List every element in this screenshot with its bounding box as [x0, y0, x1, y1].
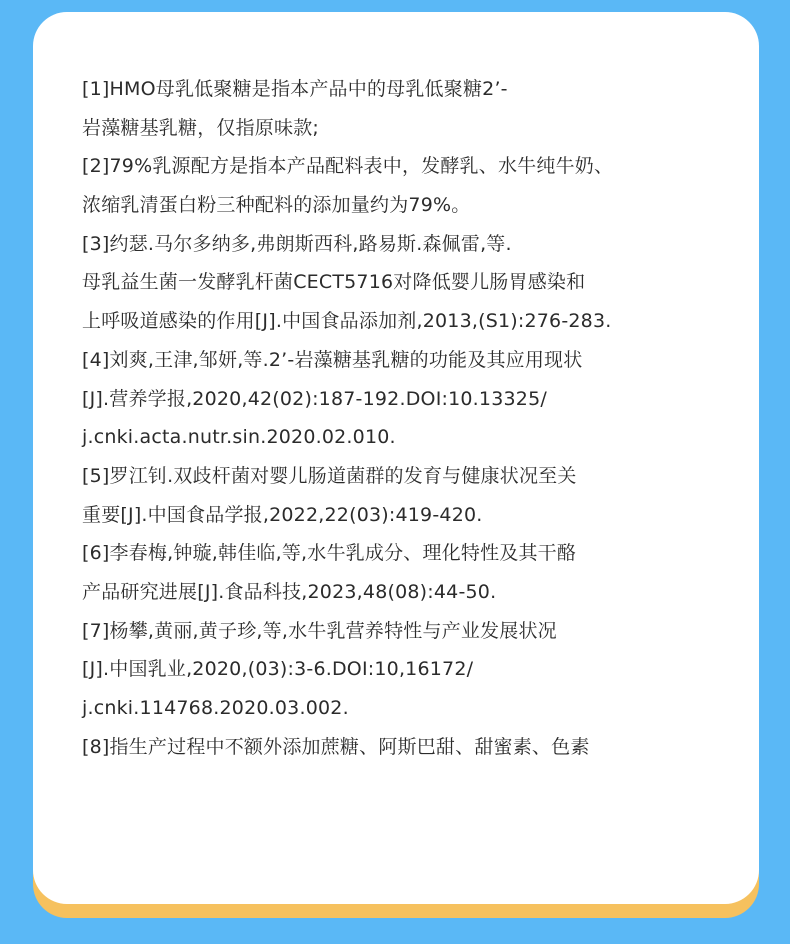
reference-line: [7]杨攀,黄丽,黄子珍,等,水牛乳营养特性与产业发展状况: [82, 619, 557, 642]
reference-line: 上呼吸道感染的作用[J].中国食品添加剂,2013,(S1):276-283.: [82, 310, 612, 333]
reference-line: [J].营养学报,2020,42(02):187-192.DOI:10.13325/: [82, 387, 547, 410]
reference-line: 岩藻糖基乳糖，仅指原味款;: [82, 116, 320, 139]
reference-line: [1]HMO母乳低聚糖是指本产品中的母乳低聚糖2’-: [82, 78, 508, 100]
reference-line: [4]刘爽,王津,邹妍,等.2’-岩藻糖基乳糖的功能及其应用现状: [82, 348, 583, 371]
reference-line: 产品研究进展[J].食品科技,2023,48(08):44-50.: [82, 580, 497, 603]
reference-line: 母乳益生菌一发酵乳杆菌CECT5716对降低婴儿肠胃感染和: [82, 271, 586, 294]
reference-line: [3]约瑟.马尔多纳多,弗朗斯西科,路易斯.森佩雷,等.: [82, 232, 512, 255]
reference-list: [82, 70, 722, 766]
reference-line: [6]李春梅,钟璇,韩佳临,等,水牛乳成分、理化特性及其干酪: [82, 542, 577, 565]
reference-line: [5]罗江钊.双歧杆菌对婴儿肠道菌群的发育与健康状况至关: [82, 464, 577, 487]
reference-line: 浓缩乳清蛋白粉三种配料的添加量约为79%。: [82, 194, 471, 217]
reference-line: j.cnki.acta.nutr.sin.2020.02.010.: [82, 426, 396, 449]
reference-line: [2]79%乳源配方是指本产品配料表中，发酵乳、水牛纯牛奶、: [82, 155, 614, 178]
reference-line: 重要[J].中国食品学报,2022,22(03):419-420.: [82, 503, 483, 526]
reference-line: [8]指生产过程中不额外添加蔗糖、阿斯巴甜、甜蜜素、色素: [82, 735, 590, 758]
reference-line: j.cnki.114768.2020.03.002.: [82, 697, 349, 719]
reference-line: [J].中国乳业,2020,(03):3-6.DOI:10,16172/: [82, 658, 474, 681]
